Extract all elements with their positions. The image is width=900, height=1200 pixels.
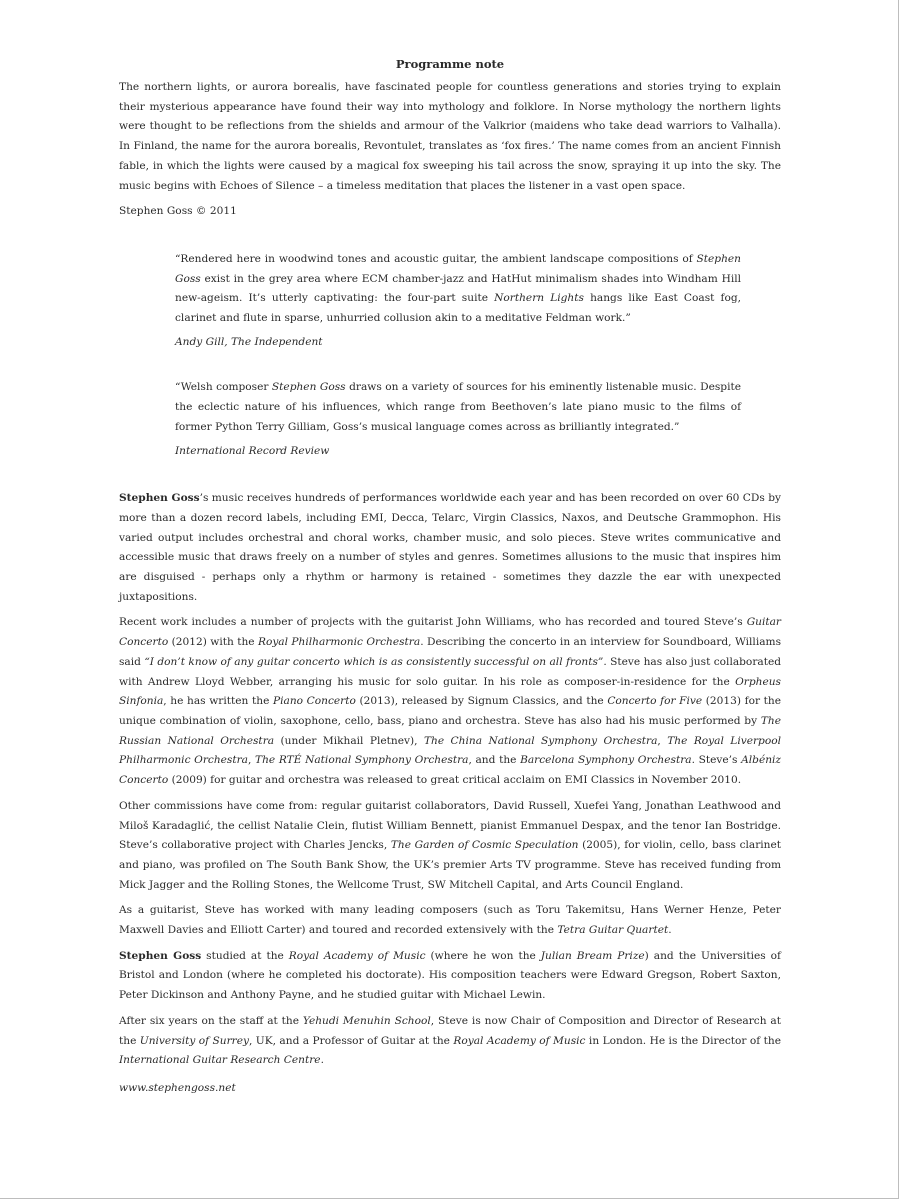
composer-name: Stephen Goss (119, 492, 200, 505)
bio-text: (2013) for the unique combination of violin, saxophone, cello, bass, piano and orchestra. Steve has also had his music performed by (119, 695, 781, 727)
review-quote-1 (175, 250, 741, 353)
website-link: www.stephengoss.net (119, 1081, 236, 1094)
bio-paragraph-6 (119, 1012, 781, 1071)
bio-text: After six years on the staff at the (119, 1014, 303, 1027)
bio-paragraph-1 (119, 489, 781, 607)
review-quote-1-attribution: Andy Gill, The Independent (175, 335, 323, 348)
bio-emphasis: Piano Concerto (272, 695, 356, 708)
quote-text: draws on a variety of sources for his eminently listenable music. Despite the eclectic nature of his influences, which range from Beethoven’s late piano music to the films of former Python Terry Gilliam, Goss’s musical language comes across as brilliantly integrated.” (175, 381, 741, 433)
bio-text: in London. He is the Director of the (585, 1034, 782, 1047)
bio-text: Recent work includes a number of projects with the guitarist John Williams, who has recorded and toured Steve’s (119, 616, 747, 629)
bio-emphasis: The Royal Liverpool Philharmonic Orchestra (119, 734, 781, 767)
document-content (119, 56, 781, 1099)
bio-text: (2009) for guitar and orchestra was released to great critical acclaim on EMI Classics in November 2010. (168, 774, 742, 787)
bio-emphasis: “I don’t know of any guitar concerto which is as consistently successful on all fronts” (144, 655, 604, 668)
bio-text: , and the (468, 754, 521, 767)
bio-emphasis: Royal Academy of Music (288, 949, 426, 962)
bio-text: (where he won the (425, 949, 541, 962)
bio-emphasis: International Guitar Research Centre (119, 1054, 321, 1067)
bio-text: ) and the Universities of Bristol and London (where he completed his doctorate). His composition teachers were Edward Gregson, Robert Saxton, Peter Dickinson and Anthony Payne, and he studied guitar with Michael Lewin. (119, 949, 781, 1002)
bio-text: Other commissions have come from: regular guitarist collaborators, David Russell, Xuefei Yang, Jonathan Leathwood and Miloš Karadaglić, the cellist Natalie Clein, flutist William Bennett, pianist Emmanuel Despax, and the tenor Ian Bostridge. Steve’s collaborative project with Charles Jencks, (119, 799, 781, 852)
bio-text: (2013), released by Signum Classics, and the (355, 695, 608, 708)
bio-text: , he has written the (163, 695, 273, 708)
quote-text: “Rendered here in woodwind tones and acoustic guitar, the ambient landscape compositions of (175, 252, 697, 265)
quote-emphasis: Stephen Goss (175, 252, 741, 285)
bio-emphasis: Concerto for Five (607, 695, 703, 708)
bio-emphasis: The RTÉ National Symphony Orchestra (255, 754, 469, 767)
review-quote-1-text (175, 250, 741, 329)
bio-emphasis: Royal Philharmonic Orchestra (257, 636, 421, 649)
bio-text: , UK, and a Professor of Guitar at the (248, 1034, 454, 1047)
quote-text: hangs like East Coast fog, clarinet and flute in sparse, unhurried collusion akin to a meditative Feldman work.” (175, 292, 741, 325)
programme-note-credit: Stephen Goss © 2011 (119, 205, 237, 218)
bio-emphasis: Barcelona Symphony Orchestra (520, 754, 692, 767)
bio-text: (2012) with the (168, 636, 258, 649)
bio-emphasis: Orpheus Sinfonia (119, 675, 781, 708)
bio-text: . Describing the concerto in an interview for Soundboard, Williams said (119, 636, 781, 668)
bio-paragraph-3 (119, 797, 781, 896)
bio-text: , (248, 754, 256, 767)
bio-emphasis: Royal Academy of Music (453, 1034, 586, 1047)
bio-emphasis: Tetra Guitar Quartet (557, 924, 669, 937)
bio-text: . Steve’s (691, 754, 742, 767)
page-title: Programme note (395, 57, 505, 71)
bio-emphasis: The Garden of Cosmic Speculation (390, 839, 579, 852)
bio-emphasis: The Russian National Orchestra (119, 714, 781, 747)
bio-emphasis: Julian Bream Prize (540, 949, 645, 962)
bio-text: ’s music receives hundreds of performances worldwide each year and has been recorded on over 60 CDs by more than a dozen record labels, including EMI, Decca, Telarc, Virgin Classics, Naxos, and Deutsche Grammophon. His varied output includes orchestral and choral works, chamber music, and solo pieces. Steve writes communicative and accessible music that draws freely on a number of styles and genres. Sometimes allusions to the music that inspires him are disguised - perhaps only a rhythm or harmony is retained - sometimes they dazzle the ear with unexpected juxtapositions. (119, 492, 781, 603)
bio-text: . (320, 1054, 324, 1067)
bio-paragraph-4 (119, 901, 781, 940)
review-quote-2 (175, 378, 741, 461)
bio-emphasis: Guitar Concerto (119, 616, 781, 649)
programme-note-text: The northern lights, or aurora borealis, have fascinated people for countless generations and stories trying to explain their mysterious appearance have found their way into mythology and folklore. In Norse mythology the northern lights were thought to be reflections from the shields and armour of the Valkrior (maidens who take dead warriors to Valhalla). In Finland, the name for the aurora borealis, Revontulet, translates as ‘fox fires.’ The name comes from an ancient Finnish fable, in which the lights were caused by a magical fox sweeping his tail across the snow, spraying it up into the sky. The music begins with Echoes of Silence – a timeless meditation that places the listener in a vast open space. (119, 81, 781, 192)
bio-emphasis: The China National Symphony Orchestra (423, 734, 658, 747)
bio-text: . Steve has also just collaborated with Andrew Lloyd Webber, arranging his music for solo guitar. In his role as composer-in-residence for the (119, 655, 782, 688)
bio-emphasis: Albéniz Concerto (119, 754, 782, 787)
review-quote-2-attribution: International Record Review (175, 444, 330, 457)
bio-emphasis: University of Surrey (139, 1034, 249, 1047)
bio-paragraph-5 (119, 947, 781, 1006)
bio-text: , Steve is now Chair of Composition and Director of Research at the (119, 1014, 782, 1047)
bio-emphasis: Yehudi Menuhin School (302, 1014, 431, 1027)
bio-text: . (668, 924, 672, 937)
bio-text: (2005), for violin, cello, bass clarinet and piano, was profiled on The South Bank Show, the UK’s premier Arts TV programme. Steve has received funding from Mick Jagger and the Rolling Stones, the Wellcome Trust, SW Mitchell Capital, and Arts Council England. (119, 839, 782, 891)
review-quote-2-text (175, 378, 741, 437)
bio-text: studied at the (201, 949, 289, 962)
quote-emphasis: Stephen Goss (271, 381, 346, 394)
bio-text: As a guitarist, Steve has worked with many leading composers (such as Toru Takemitsu, Hans Werner Henze, Peter Maxwell Davies and Elliott Carter) and toured and recorded extensively with the (119, 904, 781, 937)
bio-paragraph-2 (119, 613, 781, 790)
composer-name: Stephen Goss (119, 949, 202, 962)
quote-emphasis: Northern Lights (494, 292, 584, 305)
bio-text: , (657, 734, 668, 747)
bio-text: (under Mikhail Pletnev), (274, 734, 424, 747)
quote-text: exist in the grey area where ECM chamber-jazz and HatHut minimalism shades into Windham Hill new-ageism. It’s utterly captivating: the four-part suite (175, 272, 741, 305)
quote-text: “Welsh composer (175, 381, 272, 394)
